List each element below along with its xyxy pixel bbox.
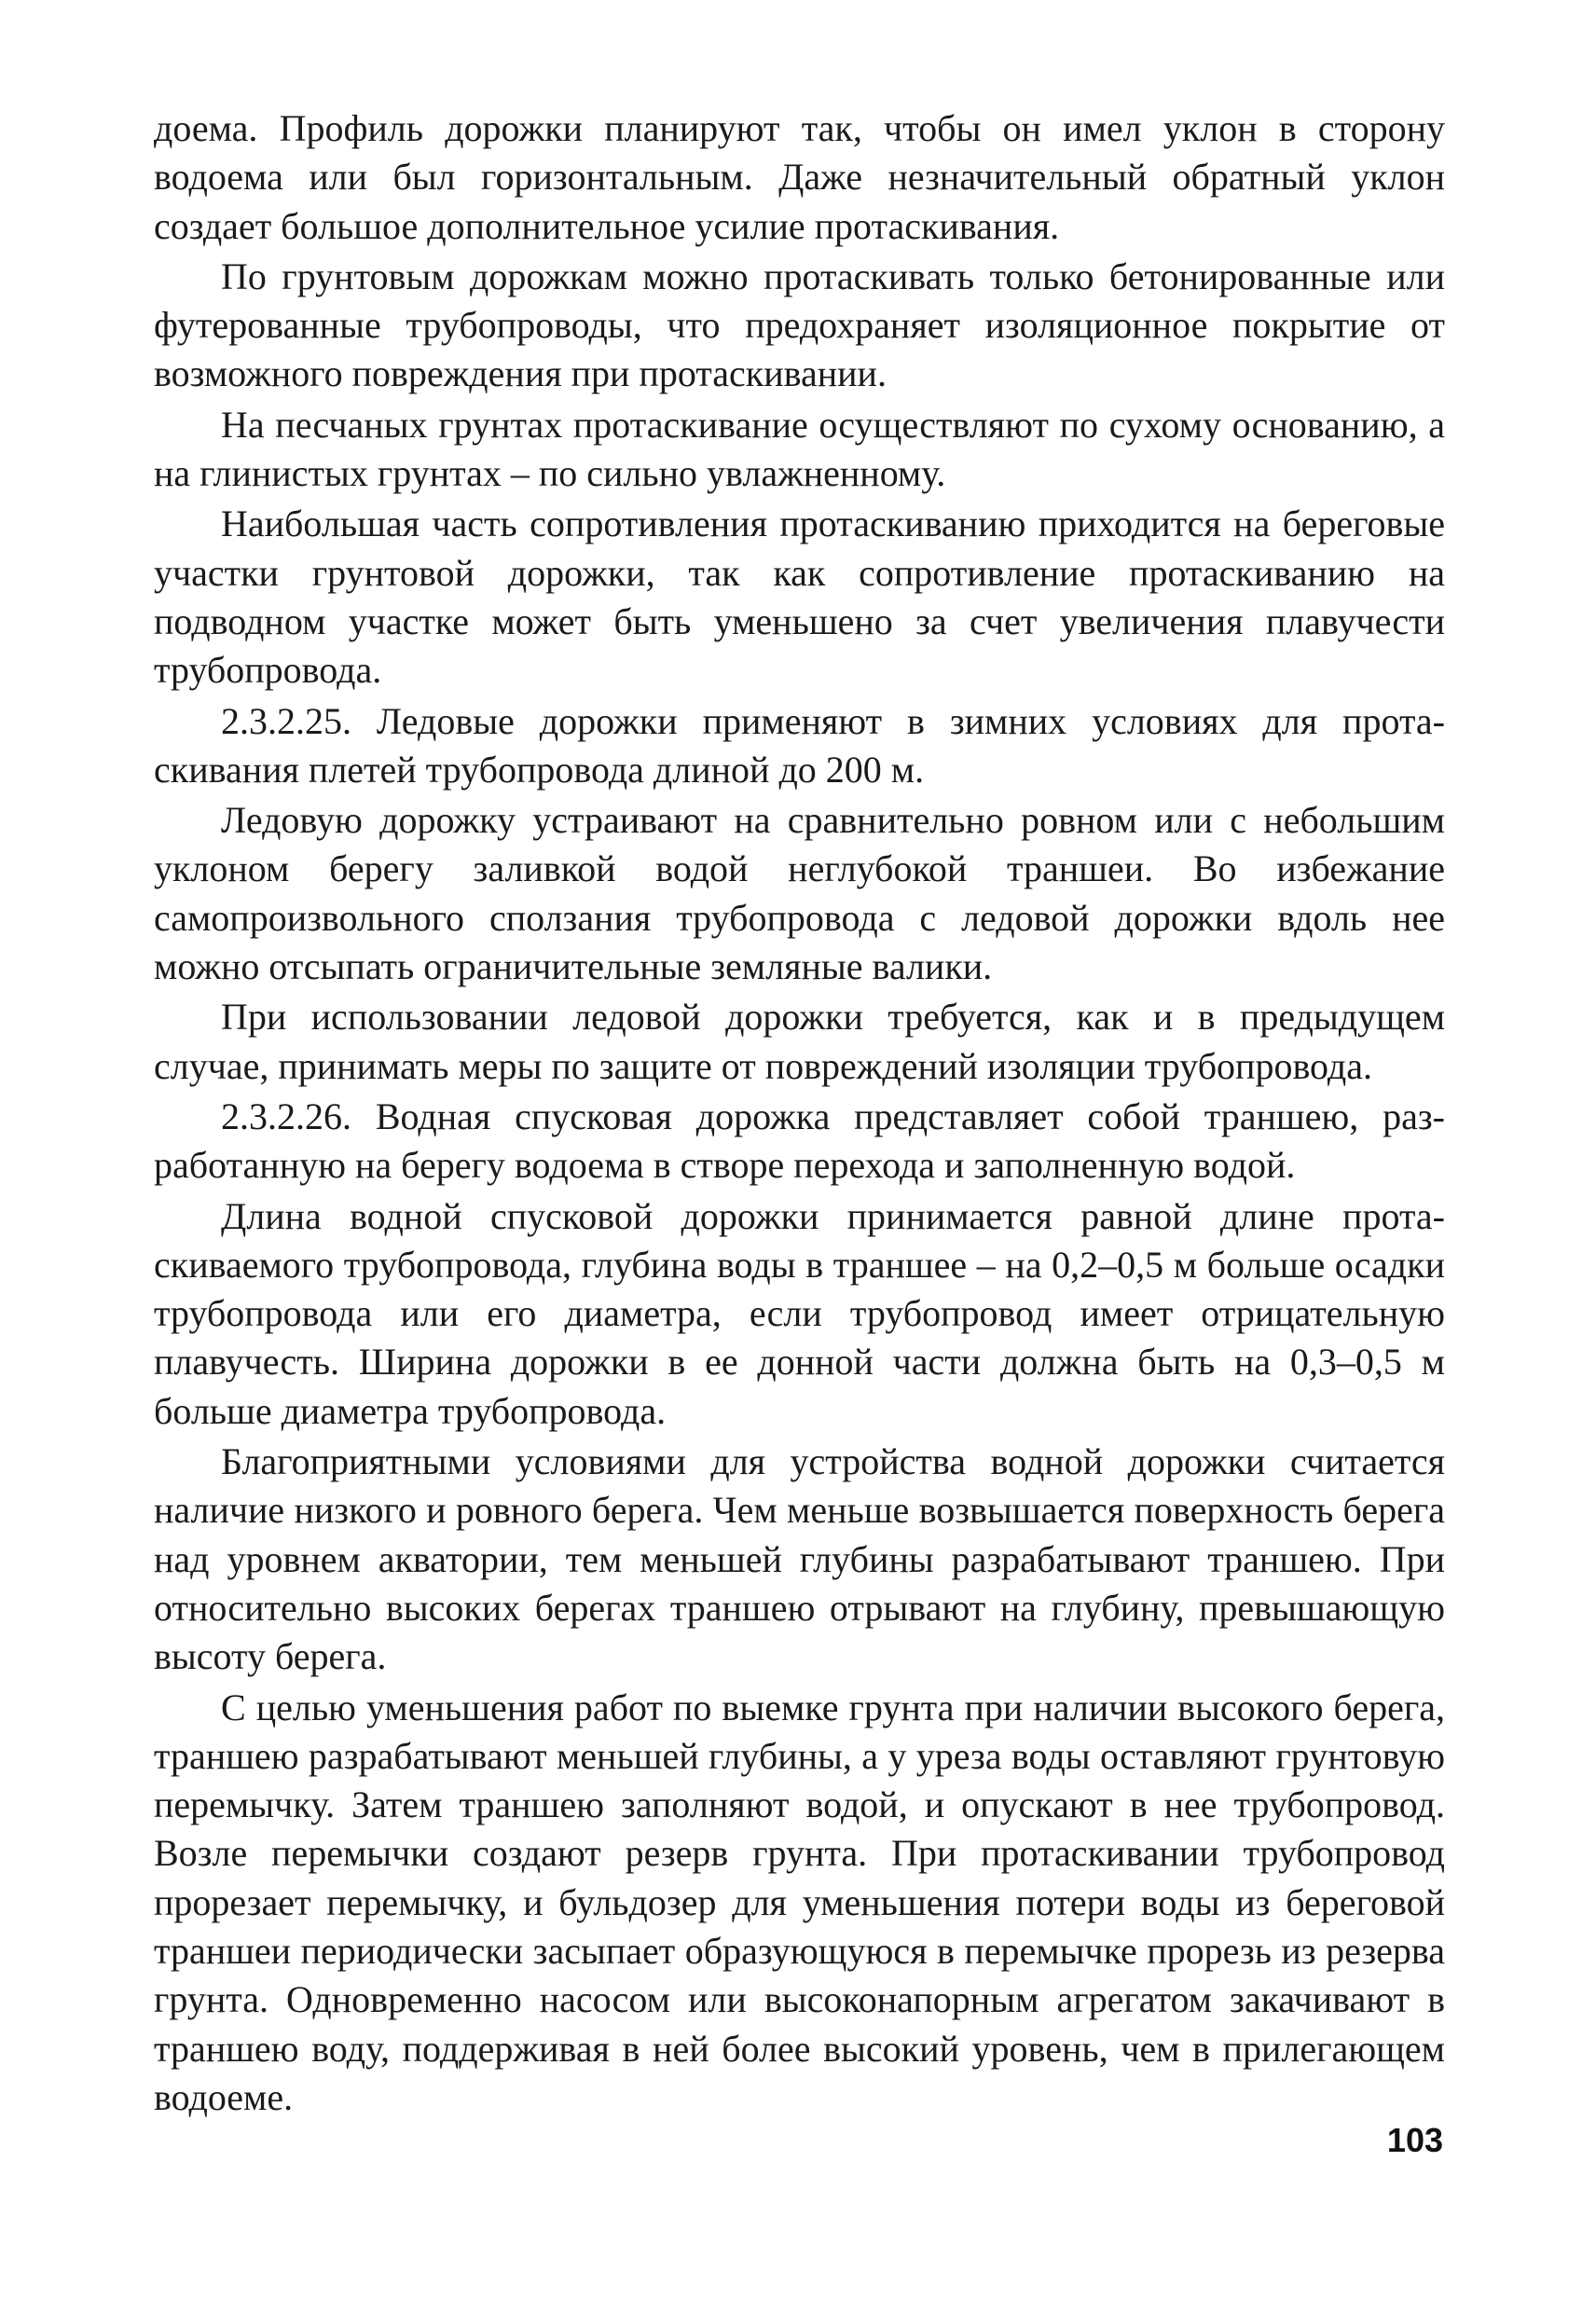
paragraph-section-2-3-2-26: 2.3.2.26. Водная спусковая дорожка представляет собой траншею, разработанную на берегу водоема в створе перехода и заполненную водой. (154, 1095, 1445, 1187)
paragraph: Благоприятными условиями для устройства водной дорожки считается наличие низкого и ровного берега. Чем меньше возвышается поверхность берега над уровнем акватории, тем меньшей глубины разрабатывают траншею. При относительно высоких берегах траншею отрывают на глубину, превышающую высоту берега. (154, 1440, 1445, 1678)
paragraph: Ледовую дорожку устраивают на сравнительно ровном или с небольшим уклоном берегу заливкой водой неглубокой траншеи. Во избежание самопроизвольного сползания трубопровода с ледовой дорожки вдоль нее можно отсыпать ограничительные земляные валики. (154, 799, 1445, 988)
paragraph: При использовании ледовой дорожки требуется, как и в предыдущем случае, принимать меры по защите от повреждений изоляции трубопровода. (154, 996, 1445, 1087)
paragraph: С целью уменьшения работ по выемке грунта при наличии высокого берега, траншею разрабатывают меньшей глубины, а у уреза воды оставляют грунтовую перемычку. Затем траншею заполняют водой, и опускают в нее трубопровод. Возле перемычки создают резерв грунта. При протаскивании трубопровод прорезает перемычку, и бульдозер для уменьшения потери воды из береговой траншеи периодически засыпает образующуюся в перемычке прорезь из резерва грунта. Одновременно насосом или высоконапорным агрегатом закачивают в траншею воду, поддерживая в ней более высокий уровень, чем в прилегающем водоеме. (154, 1686, 1445, 2118)
paragraph-continuation: доема. Профиль дорожки планируют так, чтобы он имел уклон в сторону водоема или был горизонтальным. Даже незначительный обратный уклон создает большое дополнительное усилие протаскивания. (154, 107, 1445, 247)
page-number: 103 (1386, 2121, 1443, 2159)
paragraph-section-2-3-2-25: 2.3.2.25. Ледовые дорожки применяют в зимних условиях для протаскивания плетей трубопровода длиной до 200 м. (154, 699, 1445, 791)
paragraph: На песчаных грунтах протаскивание осуществляют по сухому основанию, а на глинистых грунтах – по сильно увлажненному. (154, 403, 1445, 495)
page-body (154, 104, 1445, 2124)
paragraph: По грунтовым дорожкам можно протаскивать только бетонированные или футерованные трубопроводы, что предохраняет изоляционное покрытие от возможного повреждения при протаскивании. (154, 255, 1445, 395)
paragraph: Наибольшая часть сопротивления протаскиванию приходится на береговые участки грунтовой дорожки, так как сопротивление протаскиванию на подводном участке может быть уменьшено за счет увеличения плавучести трубопровода. (154, 503, 1445, 692)
paragraph: Длина водной спусковой дорожки принимается равной длине протаскиваемого трубопровода, глубина воды в траншее – на 0,2–0,5 м больше осадки трубопровода или его диаметра, если трубопровод имеет отрицательную плавучесть. Ширина дорожки в ее донной части должна быть на 0,3–0,5 м больше диаметра трубопровода. (154, 1194, 1445, 1432)
